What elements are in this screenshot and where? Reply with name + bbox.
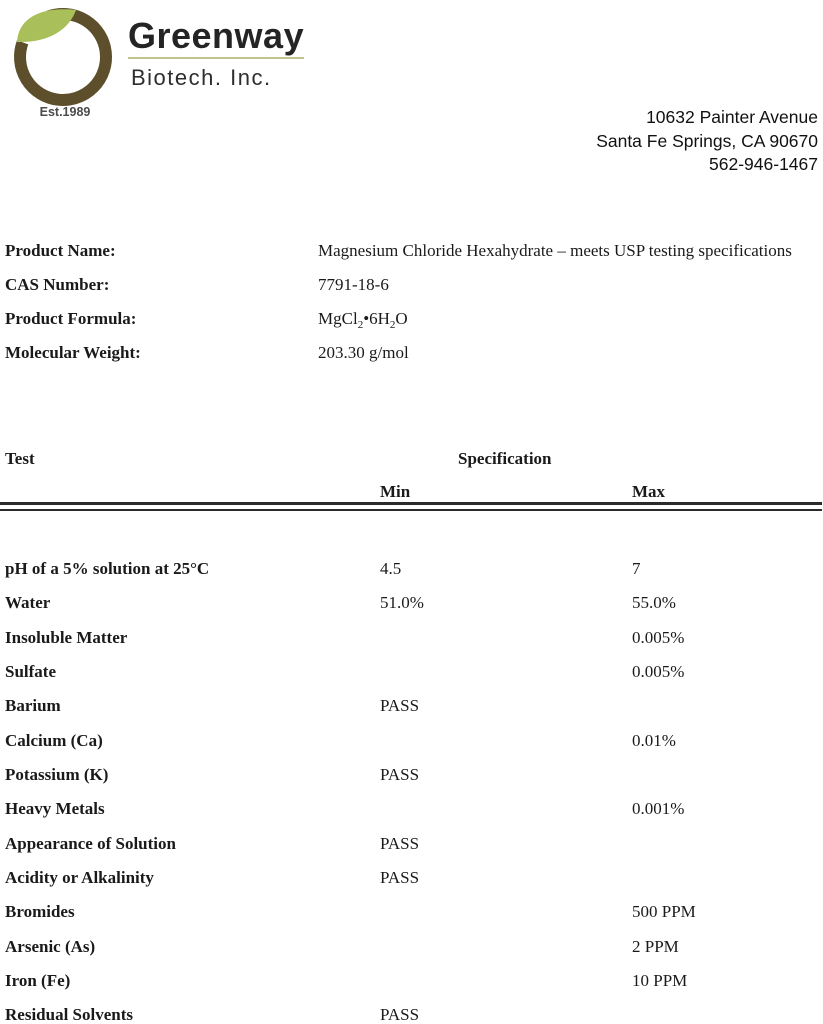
- test-name-cell: Residual Solvents: [5, 1005, 133, 1024]
- cas-number-label: CAS Number:: [5, 275, 110, 294]
- min-value-cell: PASS: [380, 1005, 420, 1024]
- max-value-cell: 0.001%: [632, 799, 685, 819]
- column-header-specification: Specification: [458, 449, 552, 468]
- table-row: [5, 731, 821, 765]
- table-row: [5, 593, 821, 627]
- table-header-divider: [0, 502, 822, 511]
- table-row: [5, 971, 821, 1005]
- column-header-max: Max: [632, 482, 666, 501]
- leaf-ring-logo-icon: [8, 4, 120, 122]
- table-row: [5, 628, 821, 662]
- product-info-section: [5, 241, 818, 377]
- table-row: [5, 662, 821, 696]
- test-name-cell: Iron (Fe): [5, 971, 71, 991]
- table-row: [5, 937, 821, 971]
- product-name-value: Magnesium Chloride Hexahydrate – meets USP testing specifications: [318, 241, 792, 260]
- logo-wordmark: [128, 16, 304, 91]
- address-street: 10632 Painter Avenue: [646, 107, 818, 127]
- molecular-weight-row: [5, 343, 818, 377]
- test-name-cell: Potassium (K): [5, 765, 109, 785]
- product-formula-label: Product Formula:: [5, 309, 137, 328]
- spec-table: [5, 559, 821, 1024]
- test-name-cell: Calcium (Ca): [5, 730, 103, 750]
- test-name-cell: pH of a 5% solution at 25°C: [5, 559, 210, 578]
- column-header-min: Min: [380, 482, 411, 501]
- column-header-test: Test: [5, 449, 35, 468]
- max-value-cell: 0.005%: [632, 662, 685, 682]
- test-name-cell: Appearance of Solution: [5, 833, 176, 853]
- formula-part: •6H: [363, 309, 390, 328]
- table-row: [5, 902, 821, 936]
- max-value-cell: 0.005%: [632, 627, 685, 647]
- address-phone: 562-946-1467: [709, 154, 818, 174]
- test-name-cell: Heavy Metals: [5, 799, 105, 819]
- max-value-cell: 7: [632, 559, 641, 578]
- brand-name: Greenway: [128, 15, 305, 56]
- table-row: [5, 799, 821, 833]
- min-value-cell: 51.0%: [380, 593, 424, 613]
- table-row: [5, 868, 821, 902]
- logo-established-text: Est.1989: [39, 105, 91, 119]
- table-row: [5, 765, 821, 799]
- max-value-cell: 0.01%: [632, 730, 676, 750]
- molecular-weight-value: 203.30 g/mol: [318, 343, 409, 362]
- logo-leaf-icon: [17, 9, 76, 42]
- min-value-cell: PASS: [380, 868, 420, 888]
- company-address-block: [596, 106, 818, 177]
- test-name-cell: Barium: [5, 696, 61, 716]
- table-row: [5, 834, 821, 868]
- test-name-cell: Sulfate: [5, 662, 56, 682]
- cas-number-value: 7791-18-6: [318, 275, 389, 294]
- max-value-cell: 10 PPM: [632, 971, 688, 991]
- table-row: [5, 696, 821, 730]
- test-name-cell: Water: [5, 593, 51, 613]
- address-city: Santa Fe Springs, CA 90670: [596, 130, 818, 151]
- max-value-cell: 55.0%: [632, 593, 676, 613]
- product-formula-row: [5, 309, 818, 343]
- formula-part: O: [395, 309, 408, 328]
- test-name-cell: Insoluble Matter: [5, 627, 128, 647]
- molecular-weight-label: Molecular Weight:: [5, 343, 141, 362]
- brand-underline: [128, 57, 304, 59]
- cas-number-row: [5, 275, 818, 309]
- product-name-label: Product Name:: [5, 241, 116, 260]
- min-value-cell: PASS: [380, 833, 420, 853]
- brand-subname: Biotech. Inc.: [131, 64, 272, 90]
- test-name-cell: Acidity or Alkalinity: [5, 868, 154, 888]
- max-value-cell: 2 PPM: [632, 936, 679, 956]
- company-logo: [8, 4, 304, 122]
- test-name-cell: Arsenic (As): [5, 936, 96, 956]
- product-formula-value: [318, 309, 408, 329]
- min-value-cell: PASS: [380, 765, 420, 785]
- test-name-cell: Bromides: [5, 902, 75, 922]
- formula-subscript: 2: [357, 319, 364, 331]
- table-row: [5, 559, 821, 593]
- product-name-row: [5, 241, 818, 275]
- min-value-cell: PASS: [380, 696, 420, 716]
- table-row: [5, 1005, 821, 1024]
- min-value-cell: 4.5: [380, 559, 402, 578]
- formula-subscript: 2: [389, 319, 396, 331]
- formula-part: MgCl: [318, 309, 358, 328]
- max-value-cell: 500 PPM: [632, 902, 696, 922]
